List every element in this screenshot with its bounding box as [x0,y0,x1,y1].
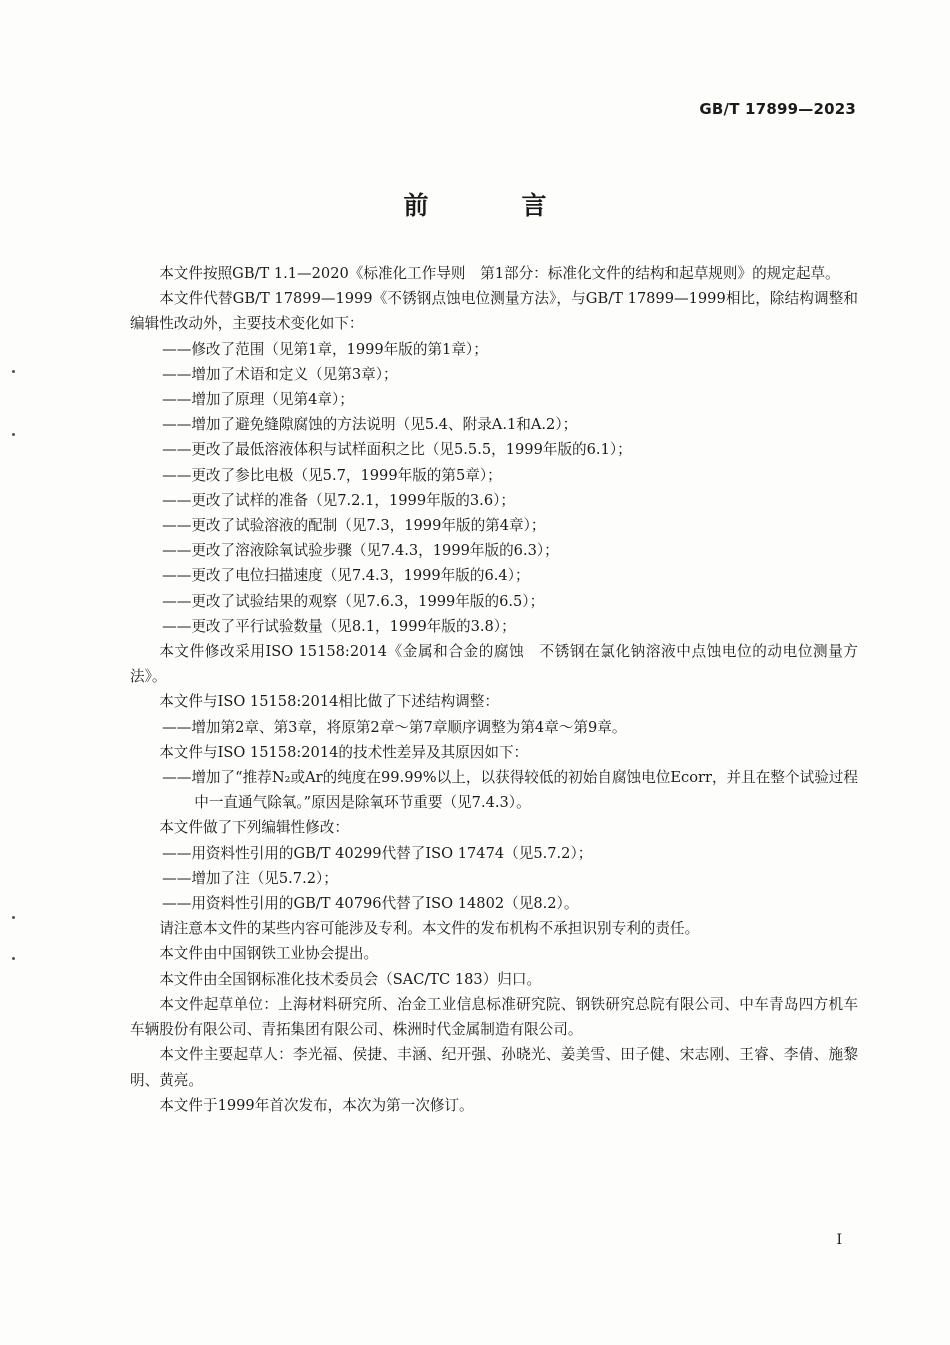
paragraph: 本文件于1999年首次发布，本次为第一次修订。 [159,1096,474,1114]
list-item: ——更改了最低溶液体积与试样面积之比（见5.5.5，1999年版的6.1）； [162,441,632,459]
page-title: 前 言 [403,191,581,220]
page-number: I [836,1232,842,1248]
scan-speck [12,916,15,919]
list-item: ——用资料性引用的GB/T 40796代替了ISO 14802（见8.2）。 [162,895,579,913]
list-item: ——更改了电位扫描速度（见7.4.3，1999年版的6.4）； [162,567,530,585]
list-item: ——更改了试样的准备（见7.2.1，1999年版的3.6）； [162,491,515,509]
paragraph: 本文件由全国钢标准化技术委员会（SAC/TC 183）归口。 [159,970,542,988]
paragraph: 本文件由中国钢铁工业协会提出。 [159,945,379,963]
paragraph: 本文件与ISO 15158:2014相比做了下述结构调整： [159,693,499,711]
foreword-body [130,261,858,1118]
scan-speck [12,370,15,373]
paragraph: 本文件主要起草人：李光福、侯捷、丰涵、纪开强、孙晓光、姜美雪、田子健、宋志刚、王睿、李倩、施黎明、黄亮。 [130,1046,858,1089]
paragraph: 本文件代替GB/T 17899—1999《不锈钢点蚀电位测量方法》，与GB/T 17899—1999相比，除结构调整和编辑性改动外，主要技术变化如下： [130,290,858,333]
list-item: ——更改了试验结果的观察（见7.6.3，1999年版的6.5）； [162,592,545,610]
list-item: ——更改了试验溶液的配制（见7.3，1999年版的第4章）； [162,517,546,535]
list-item: ——增加了“推荐N₂或Ar的纯度在99.99%以上，以获得较低的初始自腐蚀电位Ecorr，并且在整个试验过程中一直通气除氧。”原因是除氧环节重要（见7.4.3）。 [162,769,858,812]
paragraph: 本文件与ISO 15158:2014的技术性差异及其原因如下： [159,743,529,761]
list-item: ——增加了原理（见第4章）； [162,391,354,409]
list-item: ——增加了避免缝隙腐蚀的方法说明（见5.4、附录A.1和A.2）； [162,416,578,434]
list-item: ——更改了溶液除氧试验步骤（见7.4.3，1999年版的6.3）； [162,542,559,560]
list-item: ——修改了范围（见第1章，1999年版的第1章）； [162,340,488,358]
paragraph: 本文件修改采用ISO 15158:2014《金属和合金的腐蚀 不锈钢在氯化钠溶液中点蚀电位的动电位测量方法》。 [130,643,858,686]
list-item: ——增加了术语和定义（见第3章）； [162,365,398,383]
list-item: ——用资料性引用的GB/T 40299代替了ISO 17474（见5.7.2）； [162,844,593,862]
paragraph: 本文件按照GB/T 1.1—2020《标准化工作导则 第1部分：标准化文件的结构和起草规则》的规定起草。 [159,265,840,282]
list-item: ——增加第2章、第3章，将原第2章～第7章顺序调整为第4章～第9章。 [162,718,627,736]
scan-speck [12,433,15,436]
paragraph: 请注意本文件的某些内容可能涉及专利。本文件的发布机构不承担识别专利的责任。 [159,920,700,938]
paragraph: 本文件做了下列编辑性修改： [159,819,349,837]
standard-code: GB/T 17899—2023 [699,100,856,118]
list-item: ——增加了注（见5.7.2）； [162,869,338,887]
list-item: ——更改了平行试验数量（见8.1，1999年版的3.8）； [162,617,516,635]
scan-speck [12,957,15,960]
paragraph: 本文件起草单位：上海材料研究所、冶金工业信息标准研究院、钢铁研究总院有限公司、中车青岛四方机车车辆股份有限公司、青拓集团有限公司、株洲时代金属制造有限公司。 [130,995,858,1039]
list-item: ——更改了参比电极（见5.7，1999年版的第5章）； [162,466,502,484]
